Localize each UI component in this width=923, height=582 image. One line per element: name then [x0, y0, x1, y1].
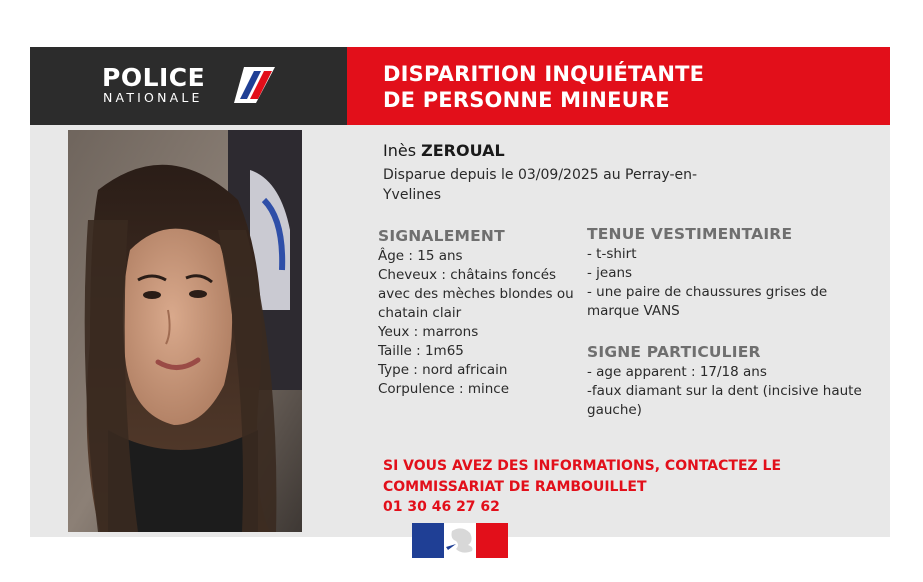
- tenue-list: [587, 245, 877, 321]
- contact-phone[interactable]: 01 30 46 27 62: [383, 499, 500, 515]
- disappearance-info: [383, 165, 773, 205]
- signalement-line: Âge : 15 ans: [378, 248, 463, 264]
- tenue-line: - une paire de chaussures grises de: [587, 284, 828, 300]
- person-name: [383, 141, 505, 161]
- signalement-title: SIGNALEMENT: [378, 227, 505, 245]
- tenue-line: - jeans: [587, 265, 633, 281]
- signe-list: [587, 363, 885, 420]
- signe-line: - age apparent : 17/18 ans: [587, 364, 767, 380]
- marianne-republique-logo-icon: [412, 523, 508, 558]
- signalement-line: avec des mèches blondes ou: [378, 286, 574, 302]
- tenue-title: TENUE VESTIMENTAIRE: [587, 225, 793, 243]
- disappearance-line2: Yvelines: [383, 187, 442, 203]
- police-nationale-emblem-icon: [234, 66, 276, 104]
- signalement-line: Cheveux : châtains foncés: [378, 267, 557, 283]
- signe-line: gauche): [587, 402, 642, 418]
- signe-line: -faux diamant sur la dent (incisive haute: [587, 383, 862, 399]
- logo-nationale-text: NATIONALE: [103, 90, 203, 105]
- tenue-line: - t-shirt: [587, 246, 637, 262]
- signalement-line: Type : nord africain: [378, 362, 508, 378]
- signalement-line: Corpulence : mince: [378, 381, 510, 397]
- contact-line1: SI VOUS AVEZ DES INFORMATIONS, CONTACTEZ LE: [383, 458, 782, 474]
- logo-police-text: POLICE: [102, 63, 206, 92]
- alert-title-line2: DE PERSONNE MINEURE: [383, 88, 670, 112]
- signalement-line: chatain clair: [378, 305, 462, 321]
- disappearance-line1: Disparue depuis le 03/09/2025 au Perray-en-: [383, 167, 698, 183]
- tenue-line: marque VANS: [587, 303, 680, 319]
- signalement-line: Taille : 1m65: [378, 343, 464, 359]
- signe-title: SIGNE PARTICULIER: [587, 343, 761, 361]
- person-last-name: ZEROUAL: [421, 141, 505, 160]
- signalement-line: Yeux : marrons: [378, 324, 479, 340]
- person-first-name: Inès: [383, 141, 417, 160]
- contact-line2: COMMISSARIAT DE RAMBOUILLET: [383, 478, 647, 495]
- alert-title-line1: DISPARITION INQUIÉTANTE: [383, 62, 705, 86]
- contact-info: [383, 456, 781, 518]
- missing-person-photo: [68, 130, 302, 532]
- signalement-list: [378, 247, 593, 399]
- alert-title: [383, 61, 704, 113]
